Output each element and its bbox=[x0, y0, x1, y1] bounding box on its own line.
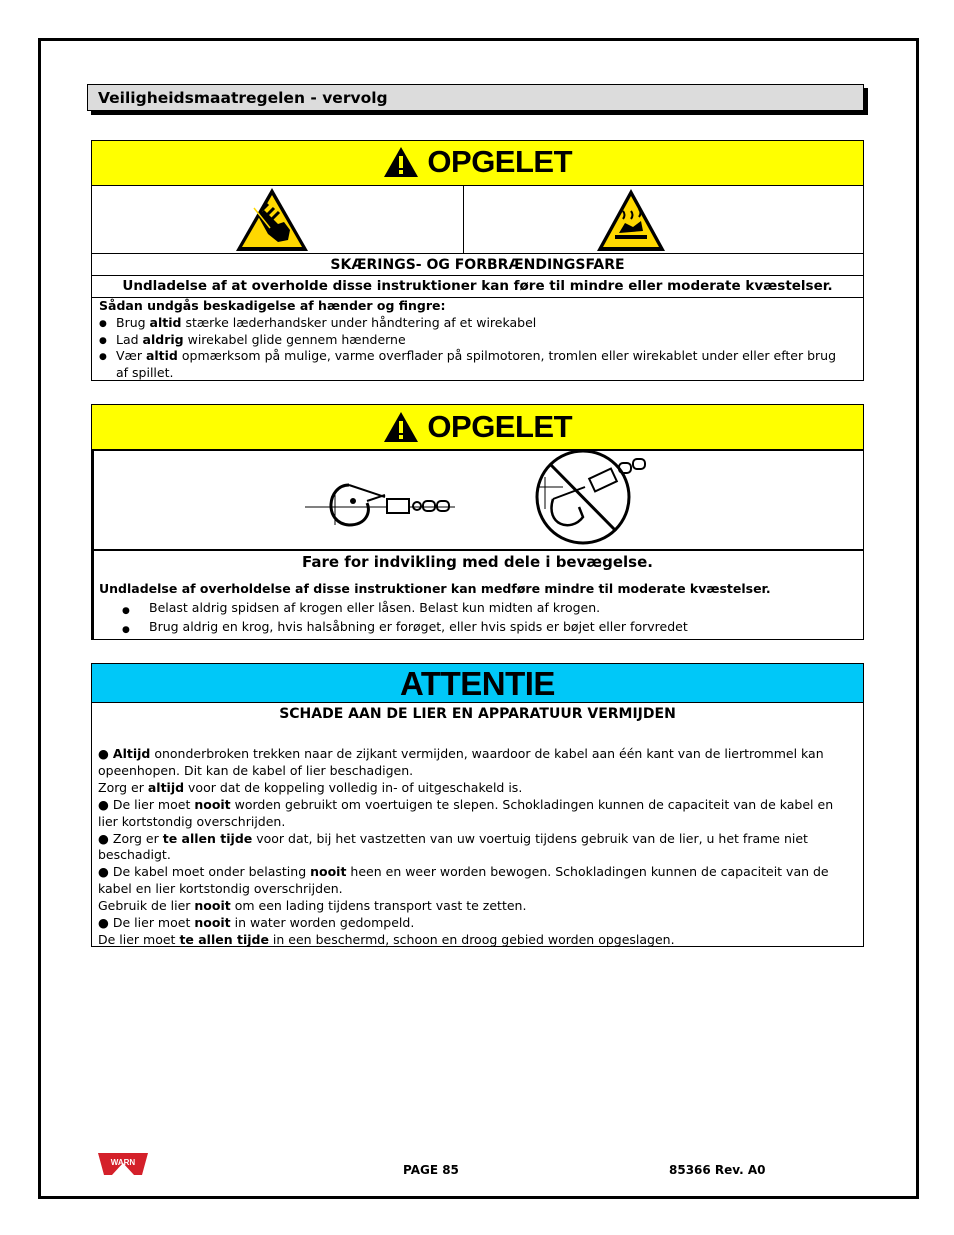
paragraph: De lier moet te allen tijde in een beschermd, schoon en droog gebied worden opgeslagen. bbox=[98, 931, 675, 947]
hook-correct-use-icon bbox=[305, 473, 460, 535]
svg-text:WARN: WARN bbox=[110, 1158, 136, 1167]
caution-title: OPGELET bbox=[427, 144, 573, 179]
list-item: ● Brug altid stærke læderhandsker under håndtering af et wirekabel bbox=[99, 315, 845, 332]
hazard-title: Fare for indvikling med dele i bevægelse. bbox=[302, 553, 653, 571]
paragraph: ● De lier moet nooit in water worden gedompeld. bbox=[98, 915, 415, 931]
paragraph: ● Altijd ononderbroken trekken naar de zijkant vermijden, waardoor de kabel aan één kant van de liertrommel kan opeenhopen. Dit kan de kabel of lier beschadigen. bbox=[98, 746, 824, 778]
paragraph: ● De kabel moet onder belasting nooit heen en weer worden bewogen. Schokladingen kunnen de capaciteit van de kabel en lier kortstondig overschrijden. bbox=[98, 864, 829, 897]
hook-tip-load-prohibited-icon bbox=[523, 447, 653, 547]
list-item: ● Brug aldrig en krog, hvis halsåbning er forøget, eller hvis spids er bøjet eller forvredet bbox=[99, 617, 853, 636]
page-number: PAGE 85 bbox=[403, 1163, 459, 1177]
document-revision: 85366 Rev. A0 bbox=[669, 1163, 766, 1177]
paragraph: Gebruik de lier nooit om een lading tijdens transport vast te zetten. bbox=[98, 898, 527, 914]
caution-banner bbox=[92, 141, 863, 186]
paragraph: ● De lier moet nooit worden gebruikt om voertuigen te slepen. Schokladingen kunnen de capaciteit van de kabel en lier kortstondig overschrijden. bbox=[98, 796, 834, 829]
caution-box-hook bbox=[91, 404, 864, 640]
list-item: ● Lad aldrig wirekabel glide gennem hænderne bbox=[99, 332, 845, 349]
paragraph: Zorg er altijd voor dat de koppeling volledig in- of uitgeschakeld is. bbox=[98, 779, 523, 795]
attentie-text bbox=[98, 746, 843, 949]
caution-box-burn-cut bbox=[91, 140, 864, 381]
hazard-title: SKÆRINGS- OG FORBRÆNDINGSFARE bbox=[330, 257, 625, 273]
caution-title: OPGELET bbox=[427, 409, 573, 444]
consequence-text: Undladelse af overholdelse af disse instruktioner kan medføre mindre til moderate kvæstelser. bbox=[99, 581, 771, 596]
cut-hand-icon bbox=[234, 186, 310, 253]
caution2-bullet-list bbox=[99, 598, 853, 636]
caution-banner bbox=[92, 405, 863, 451]
list-item: ● Belast aldrig spidsen af krogen eller låsen. Belast kun midten af krogen. bbox=[99, 598, 853, 617]
avoid-heading: Sådan undgås beskadigelse af hænder og fingre: bbox=[99, 298, 446, 313]
warn-logo bbox=[98, 1151, 148, 1177]
attentie-subtitle: SCHADE AAN DE LIER EN APPARATUUR VERMIJDEN bbox=[279, 706, 676, 722]
hot-surface-hand-icon bbox=[595, 187, 667, 253]
caution1-bullet-list bbox=[99, 315, 845, 381]
warning-triangle-icon bbox=[383, 411, 419, 443]
section-header bbox=[87, 84, 864, 111]
attentie-banner bbox=[92, 664, 863, 703]
section-header-title: Veiligheidsmaatregelen - vervolg bbox=[98, 89, 388, 107]
list-item: ● Vær altid opmærksom på mulige, varme overflader på spilmotoren, tromlen eller wirekablet under eller efter brug af spillet. bbox=[99, 348, 845, 381]
consequence-text: Undladelse af at overholde disse instruktioner kan føre til mindre eller moderate kvæstelser. bbox=[122, 278, 833, 294]
paragraph: ● Zorg er te allen tijde voor dat, bij het vastzetten van uw voertuig tijdens gebruik van de lier, u het frame niet beschadigt. bbox=[98, 830, 808, 863]
attentie-box bbox=[91, 663, 864, 947]
warning-triangle-icon bbox=[383, 146, 419, 178]
attentie-title: ATTENTIE bbox=[400, 665, 555, 702]
